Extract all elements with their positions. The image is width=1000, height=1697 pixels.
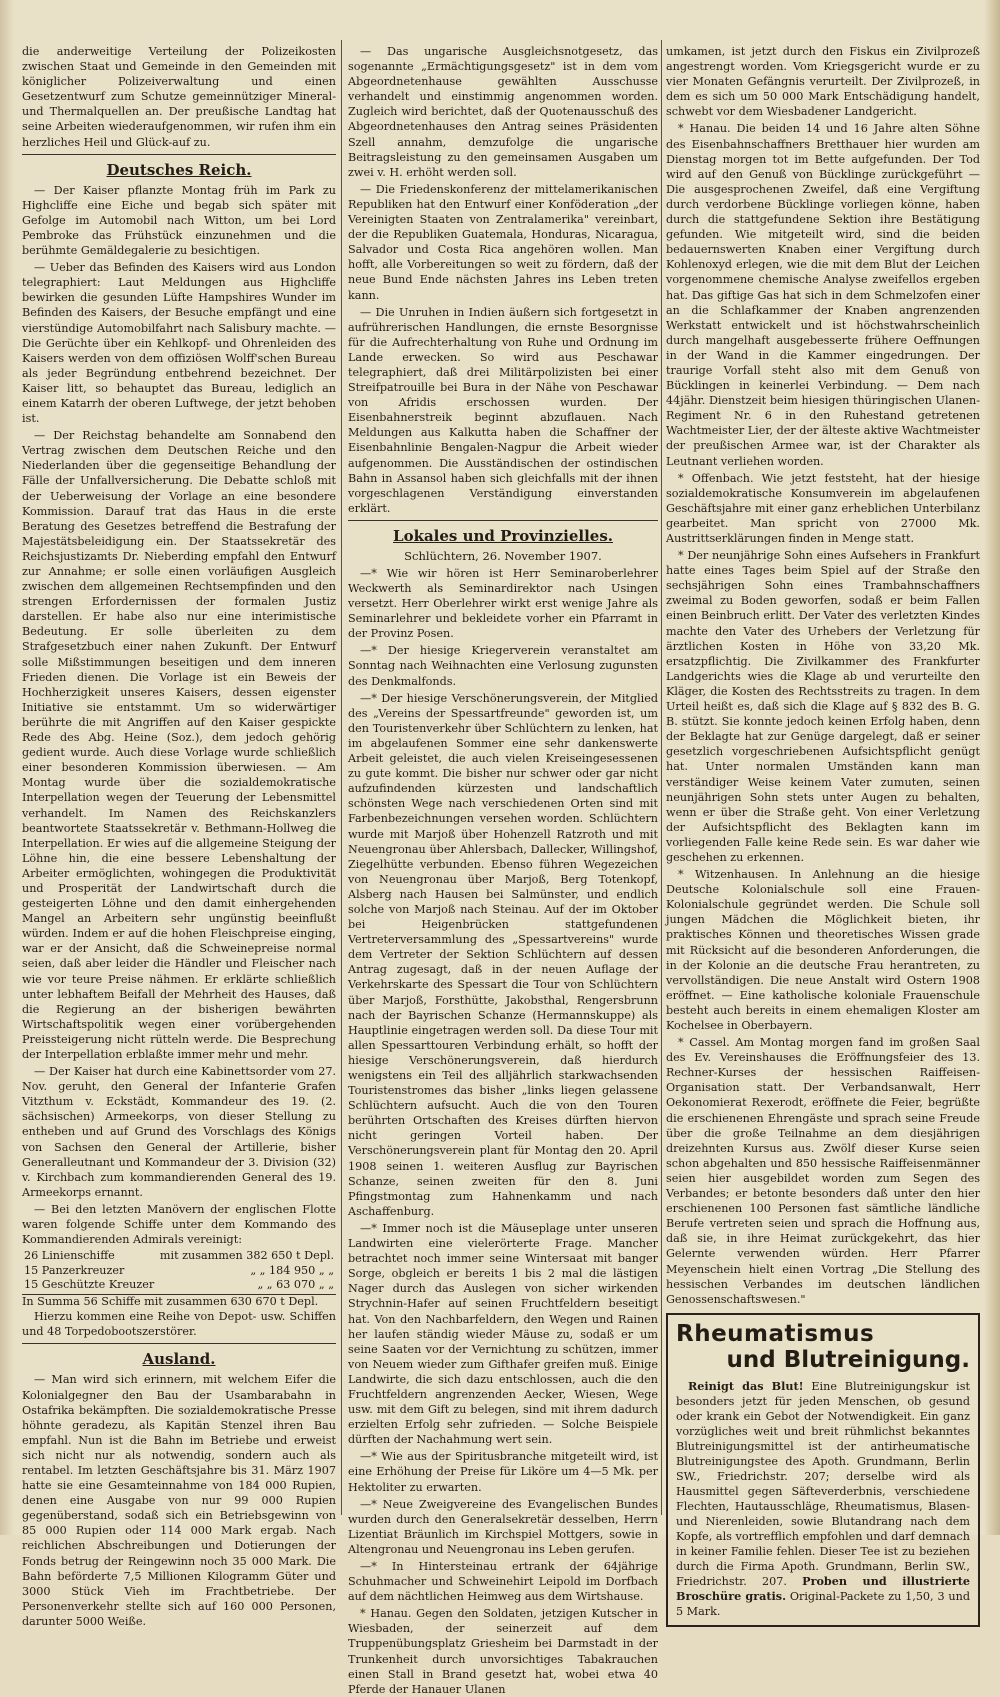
article-paragraph: —* Wie wir hören ist Herr Seminaroberlehrer Weckwerth als Seminardirektor nach Usingen versetzt. Herr Oberlehrer wirkt erst wenige Jahre als Seminarlehrer und bekleidete vorher ein Pfarramt in der Provinz Posen. <box>348 566 658 641</box>
article-paragraph: * Hanau. Gegen den Soldaten, jetzigen Kutscher in Wiesbaden, der seinerzeit auf dem Truppenübungsplatz Griesheim bei Darmstadt in der Trunkenheit durch unvorsichtiges Tabakrauchen einen Stall in Brand gesetzt hat, wobei etwa 40 Pferde der Hanauer Ulanen <box>348 1607 658 1696</box>
column-divider-2 <box>661 40 662 1515</box>
page-edge-right <box>984 0 1000 1535</box>
article-paragraph: — Die Friedenskonferenz der mittelamerikanischen Republiken hat den Entwurf einer Konföderation „der Vereinigten Staaten von Zentralamerika" vereinbart, der die Republiken Guatemala, Honduras, Nicaragua, Salvador und Costa Rica angehören wollen. Man hofft, alle Vorbereitungen so weit zu fördern, daß der neue Bund Ende nächsten Jahres ins Leben treten kann. <box>348 182 658 302</box>
article-paragraph: —* Der hiesige Verschönerungsverein, der Mitglied des „Vereins der Spessartfreunde" geworden ist, um den Touristenverkehr über Schlüchtern zu lenken, hat im abgelaufenen Sommer eine sehr dankenswerte Arbeit geleistet, die auch vielen Kreiseingesessenen zu gute kommt. Die bisher nur schwer oder gar nicht aufzufindenden kürzesten und landschaftlich schönsten Wege nach verschiedenen Orten sind mit Farbenbezeichnungen versehen worden. Schlüchtern wurde mit Marjoß über Hohenzell Ratzroth und mit Neuengronau über Ahlersbach, Dallecker, Willingshof, Ziegelhütte verbunden. Ebenso führen Wegezeichen von Neuengronau über Marjoß, Berg Totenkopf, Alsberg nach Hausen bei Salmünster, und endlich solche von Marjoß nach Steinau. Auf der im Oktober bei Heigenbrücken stattgefundenen Vertreterversammlung des „Spessartvereins" wurde dem Vertreter der Sektion Schlüchtern auf dessen Antrag zugesagt, daß in der neuen Auflage der Verkehrskarte des Spessart die Tour von Schlüchtern über Marjoß, Forsthütte, Jakobsthal, Rengersbrunn nach der Bayrischen Schanze (Hermannskuppe) als Hauptlinie eingetragen werden soll. Da diese Tour mit allen Spessarttouren Verbindung erhält, so hofft der hiesige Verschönerungsverein, daß hierdurch wenigstens ein Teil des alljährlich starkwachsenden Touristenstromes das bisher „links liegen gelassene Schlüchtern aufsucht. Auch die von den Touren berührten Ortschaften des Kreises dürften hiervon nicht geringen Vorteil haben. Der Verschönerungsverein plant für Montag den 20. April 1908 seinen 1. weiteren Ausflug zur Bayrischen Schanze, seinen zweiten für den 8. Juni Pfingstmontag zum Hahnenkamm und nach Aschaffenburg. <box>348 691 658 1218</box>
fleet-total: In Summa 56 Schiffe mit zusammen 630 670 t Depl. <box>22 1294 336 1310</box>
section-rule <box>348 520 658 521</box>
ad-text: Eine Blutreinigungskur ist besonders jetzt für jeden Menschen, ob gesund oder krank ein Gebot der Notwendigkeit. Ein ganz vorzügliches weit und breit rühmlichst bekanntes Blutreinigungsmittel ist der antirheumatische Blutreinigungstee des Apoth. Grundmann, Berlin SW., Friedrichstr. 207; derselbe wird als Hausmittel gegen Säfteverderbnis, verschiedene Flechten, Hautausschläge, Rheumatismus, Blasen- und Nierenleiden, sowie Blutandrang nach dem Kopfe, als vortrefflich empfohlen und darf demnach in keiner Familie fehlen. Dieser Tee ist zu beziehen durch die Firma Apoth. Grundmann, Berlin SW., Friedrichstr. 207. <box>676 1379 970 1588</box>
article-paragraph: —* In Hintersteinau ertrank der 64jährige Schuhmacher und Schweinehirt Leipold im Dorfbach auf dem nächtlichen Heimweg aus dem Wirtshause. <box>348 1560 658 1604</box>
fleet-row-value: „ „ 184 950 „ „ <box>250 1263 334 1277</box>
dateline: Schlüchtern, 26. November 1907. <box>404 548 602 563</box>
article-paragraph: —* Immer noch ist die Mäuseplage unter unseren Landwirten eine vielerörterte Frage. Mancher betrachtet noch immer seine Wintersaat mit banger Sorge, obgleich er bereits 1 bis 2 mal die lästigen Nager durch das Auslegen von sicher wirkenden Strychnin-Hafer auf seinen Fruchtfeldern beseitigt hat. Von den Nachbarfeldern, den Wegen und Rainen her laufen ständig wieder Mäuse zu, sodaß er um seine Saaten vor der Vernichtung zu schützen, immer von Neuem wieder zum Gifthafer greifen muß. Einige Landwirte, die sich dazu entschlossen, auch die den Fruchtfeldern angrenzenden Aecker, Wiesen, Wege usw. mit dem Gift zu belegen, sind mit ihrem dadurch erzielten Erfolg sehr zufrieden. — Solche Beispiele dürften der Nachahmung wert sein. <box>348 1221 658 1447</box>
advertisement-box <box>666 1313 980 1627</box>
ad-price: Original-Packete zu 1,50, 3 und 5 Mark. <box>676 1589 970 1618</box>
article-paragraph: — Der Reichstag behandelte am Sonnabend den Vertrag zwischen dem Deutschen Reiche und den Niederlanden über die gegenseitige Behandlung der Fälle der Unfallversicherung. Die Debatte schloß mit der Ueberweisung der Vorlage an eine besondere Kommission. Darauf trat das Haus in die erste Beratung des Gesetzes betreffend die Bestrafung der Majestätsbeleidigung ein. Der Staatssekretär des Reichsjustizamts Dr. Nieberding empfahl den Entwurf zur Annahme; er solle einen vorläufigen Ausgleich zwischen dem allgemeinen Rechtsempfinden und den strengen Erfordernissen der formalen Justiz darstellen. Er habe also nur eine interimistische Bedeutung. Er solle überleiten zu dem Strafgesetzbuch einer nahen Zukunft. Der Entwurf solle Mißstimmungen beseitigen und dem inneren Frieden dienen. Die Vorlage ist ein Beweis der Hochherzigkeit unseres Kaisers, dessen eigenster Initiative sie entstammt. Um so widerwärtiger berührte die mit Angriffen auf den Kaiser gespickte Rede des Abg. Heine (Soz.), dem jedoch gehörig gedient wurde. Auch diese Vorlage wurde schließlich einer besonderen Kommission überwiesen. — Am Montag wurde über die sozialdemokratische Interpellation wegen der Teuerung der Lebensmittel verhandelt. Im Namen des Reichskanzlers beantwortete Staatssekretär v. Bethmann-Hollweg die Interpellation. Er wies auf die allgemeine Steigung der Löhne hin, die eine bessere Lebenshaltung der Arbeiter ermöglichten, wohingegen die Produktivität und Prosperität der Landwirtschaft durch die gesteigerten Löhne und den damit einhergehenden Mangel an Arbeitern sehr ungünstig beeinflußt würden. Indem er auf die hohen Fleischpreise einging, war er der Ansicht, daß die Schweinepreise normal seien, daß aber leider die Händler und Fleischer nach wie vor teure Preise nähmen. Er erklärte schließlich unter lebhaftem Beifall der Mehrheit des Hauses, daß die Regierung an der bisherigen bewährten Wirtschaftspolitik wegen einer vorübergehenden Preissteigerung nicht rütteln werde. Die Besprechung der Interpellation erblaßte immer mehr und mehr. <box>22 429 336 1061</box>
fleet-row-value: „ „ 63 070 „ „ <box>257 1278 334 1292</box>
fleet-row-name: 15 Geschützte Kreuzer <box>24 1278 155 1292</box>
fleet-row <box>22 1278 336 1293</box>
section-heading-deutsches-reich: Deutsches Reich. <box>106 160 252 179</box>
ad-title-line-1: Rheumatismus <box>676 1320 875 1347</box>
article-paragraph: —* Wie aus der Spiritusbranche mitgeteilt wird, ist eine Erhöhung der Preise für Liköre um 4—5 Mk. per Hektoliter zu erwarten. <box>348 1450 658 1494</box>
fleet-row <box>22 1249 336 1264</box>
ad-title-line-2: und Blutreinigung. <box>726 1346 970 1373</box>
section-rule <box>22 154 336 155</box>
article-paragraph: — Man wird sich erinnern, mit welchem Eifer die Kolonialgegner den Bau der Usambarabahn in Ostafrika bekämpften. Die sozialdemokratische Presse höhnte geradezu, als Kapitän Stenzel ihren Bau empfahl. Nun ist die Bahn im Betriebe und erweist sich nicht nur als notwendig, sondern auch als rentabel. Im letzten Geschäftsjahre bis 31. März 1907 hatte sie eine Gesamteinnahme von 184 000 Rupien, denen eine Ausgabe von nur 99 000 Rupien gegenüberstand, sodaß sich ein Betriebsgewinn von 85 000 Rupien oder 114 000 Mark ergab. Nach reichlichen Abschreibungen und Dotierungen der Fonds betrug der Reingewinn noch 35 000 Mark. Die Bahn beförderte 7,5 Millionen Kilogramm Güter und 3000 Stück Vieh im Frachtbetriebe. Der Personenverkehr stellte sich auf 160 000 Personen, darunter 5000 Weiße. <box>22 1373 336 1628</box>
fleet-row-value: mit zusammen 382 650 t Depl. <box>159 1249 334 1263</box>
page-edge-left <box>0 0 14 1535</box>
section-heading-ausland: Ausland. <box>142 1350 216 1369</box>
section-rule <box>22 1343 336 1344</box>
section-heading-lokales: Lokales und Provinzielles. <box>393 526 613 545</box>
article-paragraph: — Bei den letzten Manövern der englischen Flotte waren folgende Schiffe unter dem Kommando des Kommandierenden Admirals vereinigt: <box>22 1202 336 1247</box>
article-paragraph: umkamen, ist jetzt durch den Fiskus ein Zivilprozeß angestrengt worden. Vom Kriegsgericht wurde er zu vier Monaten Gefängnis verurteilt. Der Zivilprozeß, in dem es sich um 50 000 Mark Entschädigung handelt, schwebt vor dem Wiesbadener Landgericht. <box>666 45 980 119</box>
article-paragraph: — Der Kaiser pflanzte Montag früh im Park zu Highcliffe eine Eiche und begab sich später mit Gefolge im Automobil nach Witton, um bei Lord Pembroke das Frühstück einzunehmen und die berühmte Gemäldegalerie zu besichtigen. <box>22 183 336 258</box>
article-paragraph: — Ueber das Befinden des Kaisers wird aus London telegraphiert: Laut Meldungen aus Highcliffe bewirken die gesunden Lüfte Hampshires Wunder im Befinden des Kaisers, der Besuche empfängt und eine vierstündige Automobilfahrt nach Salisbury machte. — Die Gerüchte über ein Kehlkopf- und Ohrenleiden des Kaisers werden von dem offiziösen Wolff'schen Bureau als jeder Begründung entbehrend bezeichnet. Der Kaiser litt, so behauptet das Bureau, lediglich an einem Katarrh der oberen Luftwege, der jetzt behoben ist. <box>22 261 336 426</box>
article-paragraph: — Der Kaiser hat durch eine Kabinettsorder vom 27. Nov. geruht, den General der Infanterie Grafen Vitzthum v. Eckstädt, Kommandeur des 19. (2. sächsischen) Armeekorps, von dieser Stellung zu entheben und auf Grund des Vorschlags des Königs von Sachsen den General der Artillerie, bisher Generalleutnant und Kommandeur der 3. Division (32) v. Kirchbach zum kommandierenden General des 19. Armeekorps ernannt. <box>22 1065 336 1199</box>
column-middle <box>348 44 658 1696</box>
column-divider-1 <box>341 40 342 1515</box>
article-paragraph: * Der neunjährige Sohn eines Aufsehers in Frankfurt hatte eines Tages beim Spiel auf der Straße den sechsjährigen Sohn eines Trambahnschaffners zweimal zu Boden geworfen, sodaß er beim Fallen einen Beinbruch erlitt. Der Vater des verletzten Kindes machte den Vater des Urhebers der Verletzung für ärztlichen Kosten in Höhe von 33,20 Mk. ersatzpflichtig. Die Zivilkammer des Frankfurter Landgerichts wies die Klage ab und verurteilte den Kläger, die Kosten des Rechtsstreits zu tragen. In dem Urteil heißt es, daß sich die Klage auf § 832 des B. G. B. stützt. Sie konnte jedoch keinen Erfolg haben, denn der Beklagte hat zur Genüge dargelegt, daß er seiner gesetzlich vorgeschriebenen Aufsichtspflicht genügt hat. Unter normalen Umständen kann man verständiger Weise keinem Vater zumuten, seinen neunjährigen Sohn stets unter Augen zu behalten, wenn er über die Straße geht. Von einer Verletzung der Aufsichtspflicht des Beklagten kann im vorliegenden Falle keine Rede sein. Es war daher wie geschehen zu erkennen. <box>666 549 980 864</box>
article-paragraph: * Offenbach. Wie jetzt feststeht, hat der hiesige sozialdemokratische Konsumverein im abgelaufenen Geschäftsjahre mit einer ganz erheblichen Unterbilanz gearbeitet. Man spricht von 27000 Mk. Austrittserklärungen finden in Menge statt. <box>666 471 980 545</box>
article-paragraph: die anderweitige Verteilung der Polizeikosten zwischen Staat und Gemeinde in den Gemeinden mit königlicher Polizeiverwaltung und einen Gesetzentwurf zum Schutze gemeinnütziger Mineral- und Thermalquellen an. Der preußische Landtag hat seine Arbeiten wiederaufgenommen, wir rufen ihm ein herzliches Heil und Glück-auf zu. <box>22 45 336 149</box>
article-paragraph: — Die Unruhen in Indien äußern sich fortgesetzt in aufrührerischen Handlungen, die ernste Besorgnisse für die Aufrechterhaltung von Ruhe und Ordnung im Lande erwecken. So wird aus Peschawar telegraphiert, daß drei Militärpolizisten bei einer Streifpatrouille bei Bura in der Nähe von Peschawar von Afridis erschossen wurden. Der Eisenbahnerstreik beginnt abzuflauen. Nach Meldungen aus Kalkutta haben die Schaffner der Eisenbahnlinie Bengalen-Nagpur die Arbeit wieder aufgenommen. Die Ausständischen der ostindischen Bahn in Assansol haben sich gleichfalls mit der ihnen vorgeschlagenen Verständigung einverstanden erklärt. <box>348 305 658 515</box>
article-paragraph: — Das ungarische Ausgleichsnotgesetz, das sogenannte „Ermächtigungsgesetz" ist in dem vom Abgeordnetenhause gewählten Ausschusse verhandelt und einstimmig angenommen worden. Zugleich wird berichtet, daß der Quotenausschuß des Abgeordnetenhauses den Antrag seines Präsidenten Szell annahm, demzufolge die ungarische Beitragsleistung zu den gemeinsamen Ausgaben um zwei v. H. erhöht werden soll. <box>348 45 658 179</box>
article-paragraph: —* Neue Zweigvereine des Evangelischen Bundes wurden durch den Generalsekretär desselben, Herrn Lizentiat Bräunlich im Kirchspiel Mottgers, sowie in Altengronau und Neuengronau ins Leben gerufen. <box>348 1497 658 1556</box>
article-paragraph: * Witzenhausen. In Anlehnung an die hiesige Deutsche Kolonialschule soll eine Frauen-Kolonialschule gegründet werden. Die Schule soll jungen Mädchen die Möglichkeit bieten, ihr praktisches Können und theoretisches Wissen grade mit Rücksicht auf die besonderen Anforderungen, die in der Kolonie an die deutsche Frau herantreten, zu vervollständigen. Die neue Anstalt wird Ostern 1908 eröffnet. — Eine katholische koloniale Frauenschule besteht auch bereits in einem ehemaligen Kloster am Kochelsee in Oberbayern. <box>666 868 980 1032</box>
article-paragraph: Hierzu kommen eine Reihe von Depot- usw. Schiffen und 48 Torpedobootszerstörer. <box>22 1310 336 1339</box>
article-paragraph: * Hanau. Die beiden 14 und 16 Jahre alten Söhne des Eisenbahnschaffners Bretthauer hier wurden am Dienstag morgen tot im Bette aufgefunden. Der Tod wird auf den Genuß von Bücklinge zurückgeführt — Die ausgesprochenen Zweifel, daß eine Vergiftung durch verdorbene Bücklinge vorliegen könne, haben durch die stattgefundene Sektion ihre Bestätigung gefunden. Wie mitgeteilt wird, sind die beiden bedauernswerten Knaben einer Vergiftung durch Kohlenoxyd erlegen, wie die mit dem Blut der Leichen vorgenommene chemische Analyse zweifellos ergeben hat. Das giftige Gas hat sich in dem Schmelzofen einer an die Schlafkammer der Knaben angrenzenden Werkstatt entwickelt und ist höchstwahrscheinlich durch mangelhaft ausgebesserte frühere Oeffnungen in der Wand in die Kammer eingedrungen. Der traurige Vorfall steht also mit dem Genuß von Bücklingen in keinerlei Verbindung. — Dem nach 44jähr. Dienstzeit beim hiesigen thüringischen Ulanen-Regiment Nr. 6 in den Ruhestand getretenen Wachtmeister Lier, der der älteste aktive Wachtmeister der preußischen Armee war, ist der Charakter als Leutnant verliehen worden. <box>666 122 980 468</box>
fleet-row <box>22 1264 336 1279</box>
article-paragraph: * Cassel. Am Montag morgen fand im großen Saal des Ev. Vereinshauses die Eröffnungsfeier des 13. Rechner-Kurses der hessischen Raiffeisen-Organisation statt. Der Verbandsanwalt, Herr Oekonomierat Rexerodt, eröffnete die Feier, begrüßte die erschienenen Ehrengäste und sprach seine Freude über die große Teilnahme an dem diesjährigen dreizehnten Kursus aus. Zwölf dieser Kurse seien schon abgehalten und 850 hessische Raiffeisenmänner seien hier ausgebildet worden zum Segen des Verbandes; er betonte besonders daß unter den hier erschienenen 100 Personen fast sämtliche ländliche Berufe vertreten seien und sprach die Hoffnung aus, daß sie, in ihre Heimat zurückgekehrt, das hier Gelernte verwenden würden. Herr Pfarrer Meyenschein hielt einen Vortrag „Die Stellung des hessischen Verbandes im deutschen ländlichen Genossenschaftswesen." <box>666 1036 980 1306</box>
ad-offer: Proben und illustrierte Broschüre gratis. <box>676 1573 971 1603</box>
column-left <box>22 44 336 1628</box>
column-right <box>666 44 980 1618</box>
fleet-row-name: 26 Linienschiffe <box>24 1249 115 1263</box>
fleet-row-name: 15 Panzerkreuzer <box>24 1263 125 1277</box>
ad-lead: Reinigt das Blut! <box>688 1378 804 1393</box>
fleet-table <box>22 1249 336 1293</box>
article-paragraph: —* Der hiesige Kriegerverein veranstaltet am Sonntag nach Weihnachten eine Verlosung zugunsten des Denkmalfonds. <box>348 644 658 688</box>
ad-body <box>676 1379 970 1619</box>
